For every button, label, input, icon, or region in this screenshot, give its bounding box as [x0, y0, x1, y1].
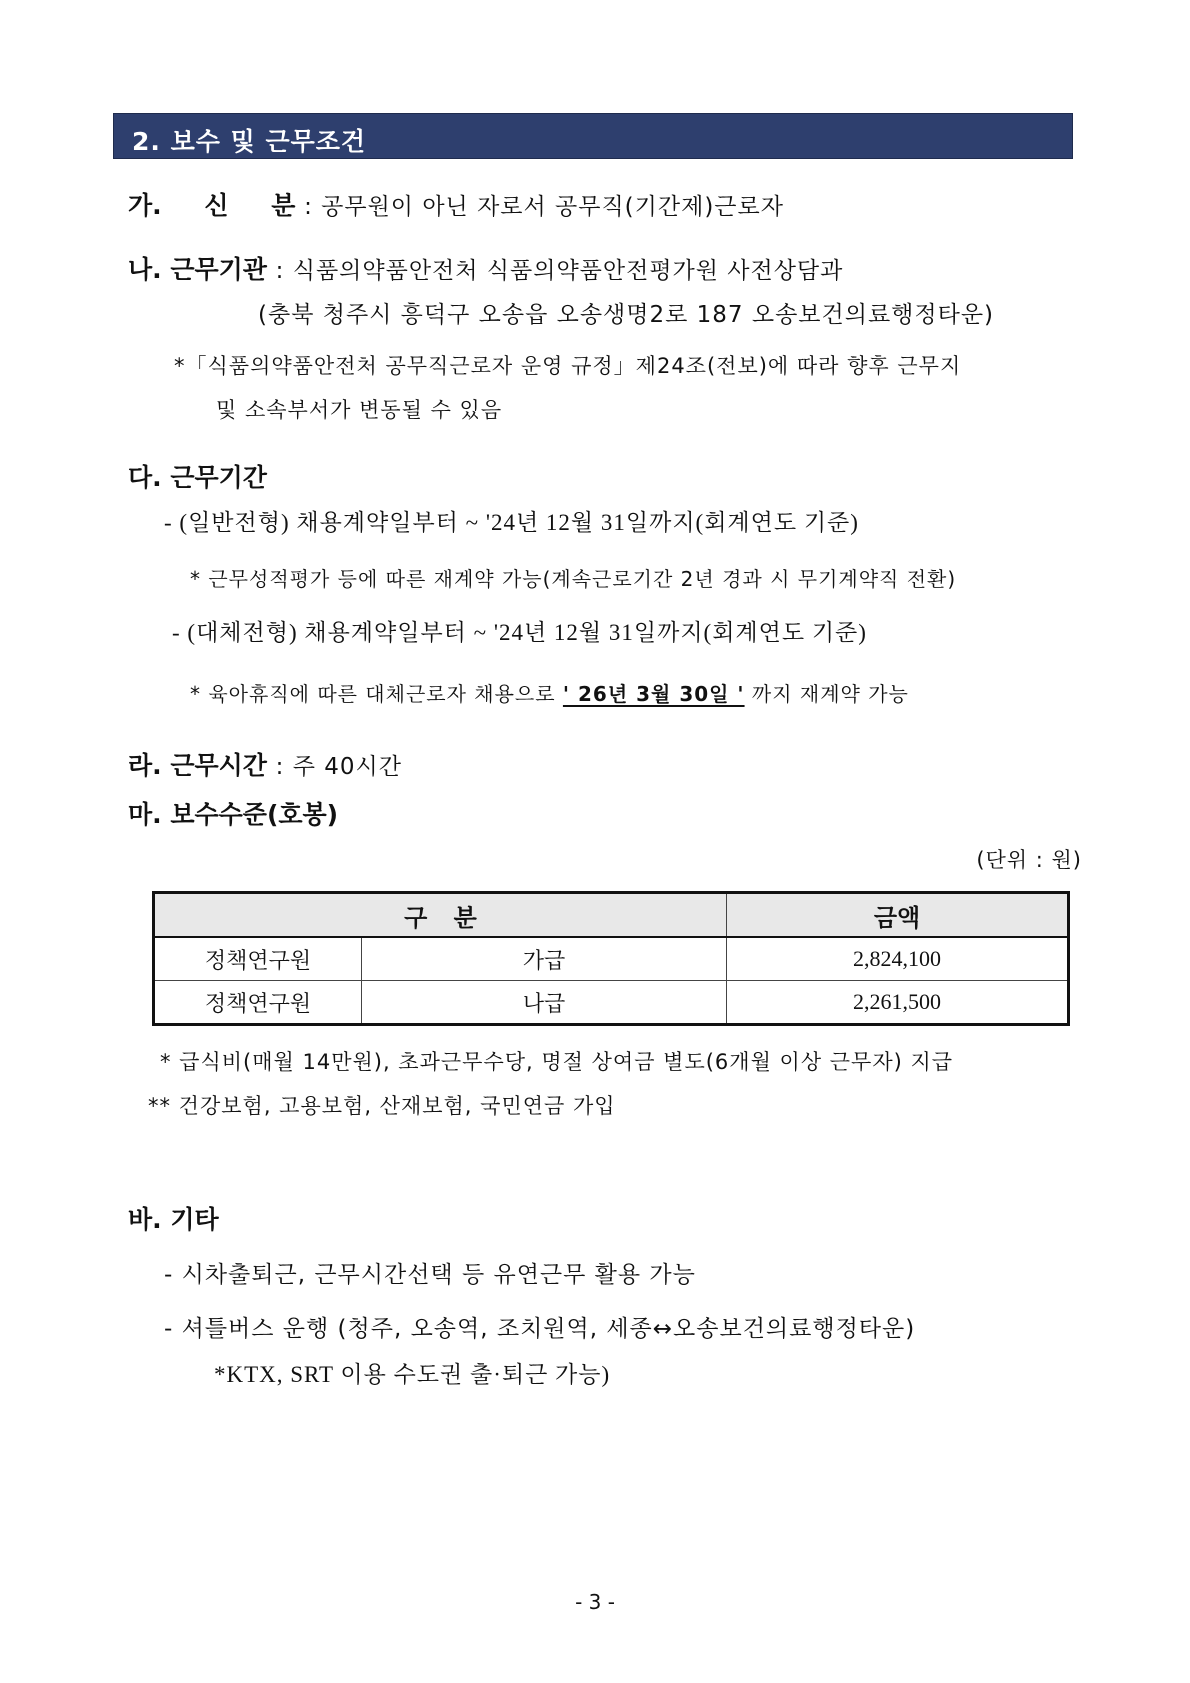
salary-table: [152, 891, 1070, 1026]
item-na: [128, 250, 843, 286]
item-da-general: - (일반전형) 채용계약일부터 ~ '24년 12월 31일까지(회계연도 기준): [164, 510, 859, 535]
item-na-address: (충북 청주시 흥덕구 오송읍 오송생명2로 187 오송보건의료행정타운): [258, 302, 995, 328]
item-ra-label: 라. 근무시간: [128, 751, 267, 780]
salary-note-2: ** 건강보험, 고용보험, 산재보험, 국민연금 가입: [148, 1094, 616, 1118]
item-ga: [128, 186, 784, 222]
table-unit: (단위 : 원): [976, 848, 1082, 872]
header-category: 구 분: [154, 893, 727, 938]
item-ra-text: : 주 40시간: [275, 754, 402, 780]
cell-position: 정책연구원: [154, 937, 362, 981]
item-da-general-note: * 근무성적평가 등에 따른 재계약 가능(계속근로기간 2년 경과 시 무기계약직 전환): [190, 567, 957, 591]
table-row: [154, 937, 1069, 981]
item-ga-text: : 공무원이 아닌 자로서 공무직(기간제)근로자: [304, 194, 784, 220]
item-ba-2-sub: *KTX, SRT 이용 수도권 출·퇴근 가능): [214, 1362, 611, 1387]
item-na-label: 나. 근무기관: [128, 255, 267, 284]
item-ma-label: 마. 보수수준(호봉): [128, 800, 339, 829]
section-title: 2. 보수 및 근무조건: [132, 127, 367, 156]
cell-amount: 2,261,500: [727, 981, 1069, 1025]
header-amount: 금액: [727, 893, 1069, 938]
item-na-text: : 식품의약품안전처 식품의약품안전평가원 사전상담과: [275, 258, 844, 284]
item-da-replacement-note: [190, 678, 909, 707]
item-ba-label: 바. 기타: [128, 1205, 219, 1234]
cell-position: 정책연구원: [154, 981, 362, 1025]
item-da-replacement: - (대체전형) 채용계약일부터 ~ '24년 12월 31일까지(회계연도 기준): [172, 620, 867, 645]
table-row: [154, 981, 1069, 1025]
item-da-label: 다. 근무기간: [128, 463, 267, 492]
page-number: - 3 -: [575, 1590, 615, 1614]
cell-grade: 나급: [362, 981, 727, 1025]
item-ra: [128, 746, 402, 782]
cell-amount: 2,824,100: [727, 937, 1069, 981]
item-na-note-line1: *「식품의약품안전처 공무직근로자 운영 규정」제24조(전보)에 따라 향후 근무지: [174, 354, 962, 378]
section-header: [113, 113, 1073, 159]
replacement-note-suffix: 까지 재계약 가능: [751, 682, 909, 706]
replacement-note-date: ' 26년 3월 30일 ': [562, 682, 745, 706]
item-ba-2: - 셔틀버스 운행 (청주, 오송역, 조치원역, 세종↔오송보건의료행정타운): [164, 1316, 916, 1342]
item-ga-label: 가. 신 분: [128, 191, 296, 220]
replacement-note-prefix: * 육아휴직에 따른 대체근로자 채용으로: [190, 682, 556, 706]
cell-grade: 가급: [362, 937, 727, 981]
table-header-row: [154, 893, 1069, 938]
item-na-note-line2: 및 소속부서가 변동될 수 있음: [216, 398, 503, 422]
item-ba-1: - 시차출퇴근, 근무시간선택 등 유연근무 활용 가능: [164, 1262, 696, 1288]
salary-note-1: * 급식비(매월 14만원), 초과근무수당, 명절 상여금 별도(6개월 이상 근무자) 지급: [160, 1050, 954, 1074]
